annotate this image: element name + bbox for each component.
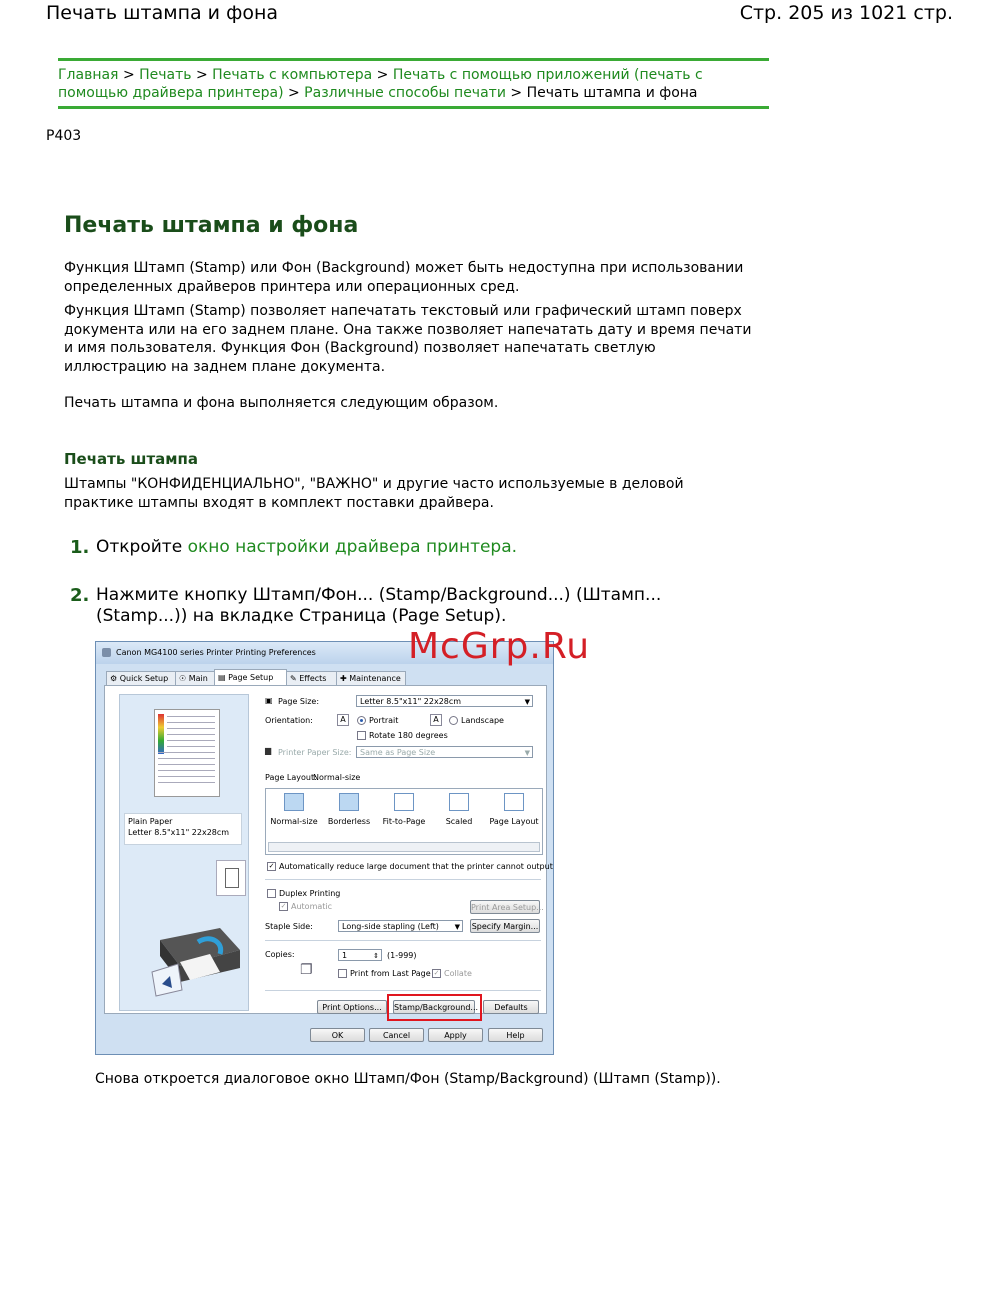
- breadcrumb-current: Печать штампа и фона: [526, 85, 698, 101]
- auto-reduce-checkbox[interactable]: ✓: [268, 862, 275, 870]
- tab-quick-setup[interactable]: ⚙ Quick Setup: [106, 671, 176, 686]
- stamp-background-button[interactable]: Stamp/Background...: [393, 1000, 475, 1014]
- copies-input[interactable]: 1 ⇕: [338, 949, 382, 961]
- page-size-label: Page Size:: [278, 697, 320, 706]
- printer-paper-size-label: Printer Paper Size:: [278, 748, 352, 757]
- duplex-label: Duplex Printing: [279, 889, 341, 898]
- page-header-title: Печать штампа и фона: [46, 2, 279, 24]
- cancel-button[interactable]: Cancel: [369, 1028, 424, 1042]
- tab-effects[interactable]: ✎ Effects: [286, 671, 338, 686]
- media-info: [124, 813, 242, 845]
- site-watermark: McGrp.Ru: [408, 626, 591, 667]
- breadcrumb-separator: >: [195, 67, 208, 83]
- step-number: 1.: [70, 537, 90, 558]
- staple-side-select[interactable]: Long-side stapling (Left) ▼: [338, 920, 463, 932]
- print-from-last-checkbox[interactable]: [338, 969, 347, 978]
- breadcrumb-link-print-from-apps[interactable]: Печать с помощью приложений (печать с помощью драйвера принтера): [58, 67, 703, 101]
- intro-description: Функция Штамп (Stamp) позволяет напечатать текстовый или графический штамп поверх документа или на его заднем плане. Она также позволяет напечатать дату и время печати и имя пользователя. Функция Фон (Background) позволяет напечатать светлую иллюстрацию на заднем плане документа.: [64, 303, 752, 375]
- printer-preferences-dialog: [95, 641, 554, 1055]
- portrait-label: Portrait: [369, 716, 399, 725]
- collate-checkbox[interactable]: ✓: [433, 969, 440, 977]
- portrait-radio[interactable]: [357, 716, 366, 725]
- page-layout-label: Page Layout:: [265, 773, 317, 782]
- defaults-button[interactable]: Defaults: [483, 1000, 539, 1014]
- copies-range: (1-999): [387, 951, 417, 960]
- automatic-label: Automatic: [291, 902, 333, 911]
- layout-borderless[interactable]: Borderless: [322, 793, 376, 826]
- print-area-setup-button[interactable]: Print Area Setup...: [470, 900, 540, 914]
- intro-procedure: Печать штампа и фона выполняется следующим образом.: [64, 395, 499, 411]
- print-options-button[interactable]: Print Options...: [317, 1000, 387, 1014]
- help-button[interactable]: Help: [488, 1028, 543, 1042]
- section-text: Штампы "КОНФИДЕНЦИАЛЬНО", "ВАЖНО" и другие часто используемые в деловой практике штампы входят в комплект поставки драйвера.: [64, 476, 684, 511]
- automatic-checkbox[interactable]: ✓: [280, 902, 287, 910]
- landscape-label: Landscape: [461, 716, 504, 725]
- layout-fit-to-page[interactable]: Fit-to-Page: [377, 793, 431, 826]
- portrait-icon: A: [337, 714, 349, 726]
- section-heading: Печать штампа: [64, 450, 199, 468]
- page-code: P403: [46, 128, 82, 144]
- media-size: Letter 8.5"x11" 22x28cm: [128, 828, 230, 837]
- page-setup-panel: [104, 685, 553, 1014]
- page-layout-value: Normal-size: [313, 773, 361, 782]
- landscape-radio[interactable]: [449, 716, 458, 725]
- landscape-icon: A: [430, 714, 442, 726]
- printer-icon: [102, 648, 111, 657]
- layout-scaled[interactable]: Scaled: [432, 793, 486, 826]
- step-result-caption: Снова откроется диалоговое окно Штамп/Фон (Stamp/Background) (Штамп (Stamp)).: [95, 1071, 721, 1087]
- tab-maintenance[interactable]: ✚ Maintenance: [336, 671, 406, 686]
- step-text: Нажмите кнопку Штамп/Фон... (Stamp/Background...) (Штамп... (Stamp...)) на вкладке Страница (Page Setup).: [96, 585, 662, 626]
- auto-reduce-label: Automatically reduce large document that the printer cannot output: [279, 862, 553, 871]
- layout-normal-size[interactable]: Normal-size: [267, 793, 321, 826]
- orientation-preview-icon: [216, 860, 246, 896]
- staple-side-label: Staple Side:: [265, 922, 313, 931]
- page-layout-list: [265, 788, 543, 855]
- rotate-label: Rotate 180 degrees: [369, 731, 448, 740]
- breadcrumb-link-print[interactable]: Печать: [139, 67, 192, 83]
- breadcrumb-link-print-methods[interactable]: Различные способы печати: [304, 85, 506, 101]
- page-title: Печать штампа и фона: [64, 213, 359, 238]
- tab-page-setup[interactable]: ▤ Page Setup: [214, 669, 287, 686]
- step-number: 2.: [70, 585, 90, 606]
- breadcrumb-separator: >: [376, 67, 389, 83]
- orientation-label: Orientation:: [265, 716, 313, 725]
- printer-small-icon: ▣: [265, 696, 273, 705]
- breadcrumb-separator: >: [287, 85, 300, 101]
- printer-icon-small: ▆: [265, 746, 272, 755]
- breadcrumb-link-home[interactable]: Главная: [58, 67, 119, 83]
- tab-main[interactable]: ☉ Main: [175, 671, 216, 686]
- layout-page-layout[interactable]: Page Layout: [487, 793, 541, 826]
- step-text: Откройте: [96, 537, 188, 557]
- breadcrumb-separator: >: [510, 85, 523, 101]
- breadcrumb-top-rule: [58, 58, 769, 61]
- ok-button[interactable]: OK: [310, 1028, 365, 1042]
- apply-button[interactable]: Apply: [428, 1028, 483, 1042]
- print-preview: [119, 694, 249, 1011]
- page-counter: Стр. 205 из 1021 стр.: [739, 2, 953, 24]
- breadcrumb: [58, 66, 768, 102]
- preview-sheet: [154, 709, 220, 797]
- printer-illustration-icon: [150, 920, 242, 1000]
- printer-paper-size-select[interactable]: Same as Page Size ▼: [356, 746, 533, 758]
- breadcrumb-separator: >: [122, 67, 135, 83]
- driver-setup-link[interactable]: окно настройки драйвера принтера.: [187, 537, 518, 557]
- layout-scrollbar[interactable]: [268, 842, 540, 852]
- rotate-checkbox[interactable]: [357, 731, 366, 740]
- page-size-select[interactable]: Letter 8.5"x11" 22x28cm ▼: [356, 695, 533, 707]
- collate-label: Collate: [444, 969, 472, 978]
- media-type: Plain Paper: [128, 817, 173, 826]
- stamp-background-highlight: [387, 994, 482, 1021]
- breadcrumb-link-print-from-computer[interactable]: Печать с компьютера: [212, 67, 373, 83]
- copies-label: Copies:: [265, 950, 295, 959]
- pages-stack-icon: ❐: [300, 962, 313, 978]
- print-from-last-label: Print from Last Page: [350, 969, 431, 978]
- specify-margin-button[interactable]: Specify Margin...: [470, 919, 540, 933]
- intro-note: Функция Штамп (Stamp) или Фон (Background) может быть недоступна при использовании определенных драйверов принтера или операционных сред.: [64, 260, 744, 295]
- chevron-down-icon: ▼: [524, 698, 530, 706]
- duplex-checkbox[interactable]: [267, 889, 276, 898]
- breadcrumb-bottom-rule: [58, 106, 769, 109]
- dialog-title: Canon MG4100 series Printer Printing Preferences: [116, 648, 316, 657]
